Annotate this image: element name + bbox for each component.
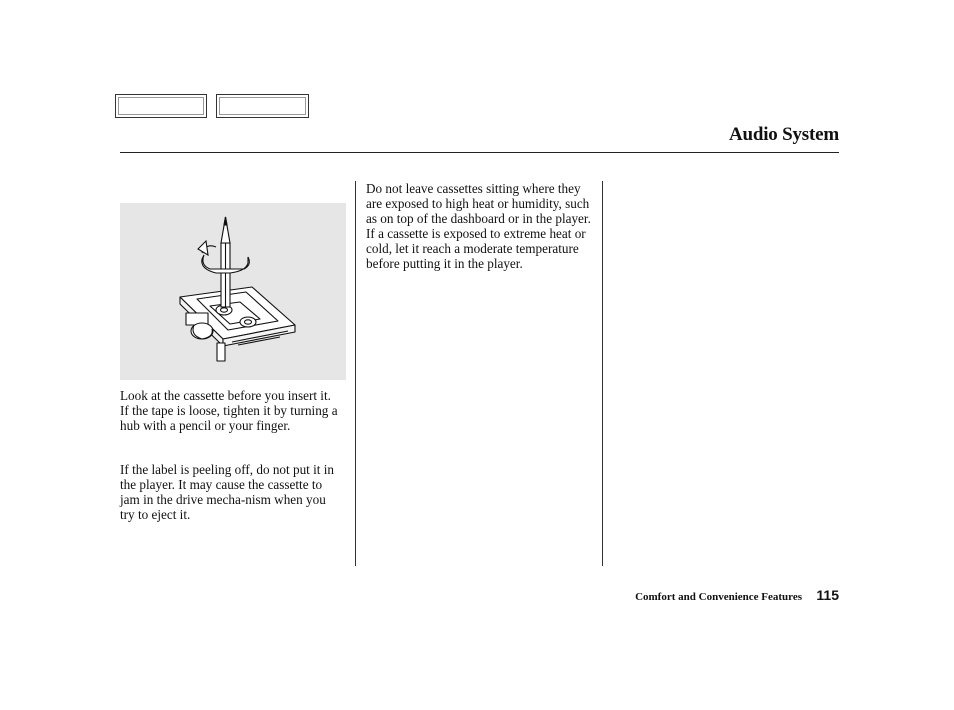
next-page-button[interactable] [216, 94, 309, 118]
page-number: 115 [816, 587, 839, 603]
page-title: Audio System [728, 124, 839, 145]
prev-page-button[interactable] [115, 94, 207, 118]
body-paragraph: Look at the cassette before you insert it. If the tape is loose, tighten it by turning a hub with a pencil or your finger. [120, 388, 338, 433]
column-divider [602, 181, 603, 566]
footer-section-name: Comfort and Convenience Features [635, 591, 802, 603]
cassette-illustration [120, 203, 346, 380]
header-rule [120, 152, 839, 153]
body-paragraph: Do not leave cassettes sitting where they are exposed to high heat or humidity, such as on top of the dashboard or in the player. If a cassette is exposed to extreme heat or cold, let it reach a moderate temperature before putting it in the player. [366, 181, 591, 271]
cassette-pencil-icon [120, 203, 346, 380]
column-divider [355, 181, 356, 566]
body-paragraph: If the label is peeling off, do not put it in the player. It may cause the cassette to jam in the drive mecha-nism when you try to eject it. [120, 462, 335, 522]
